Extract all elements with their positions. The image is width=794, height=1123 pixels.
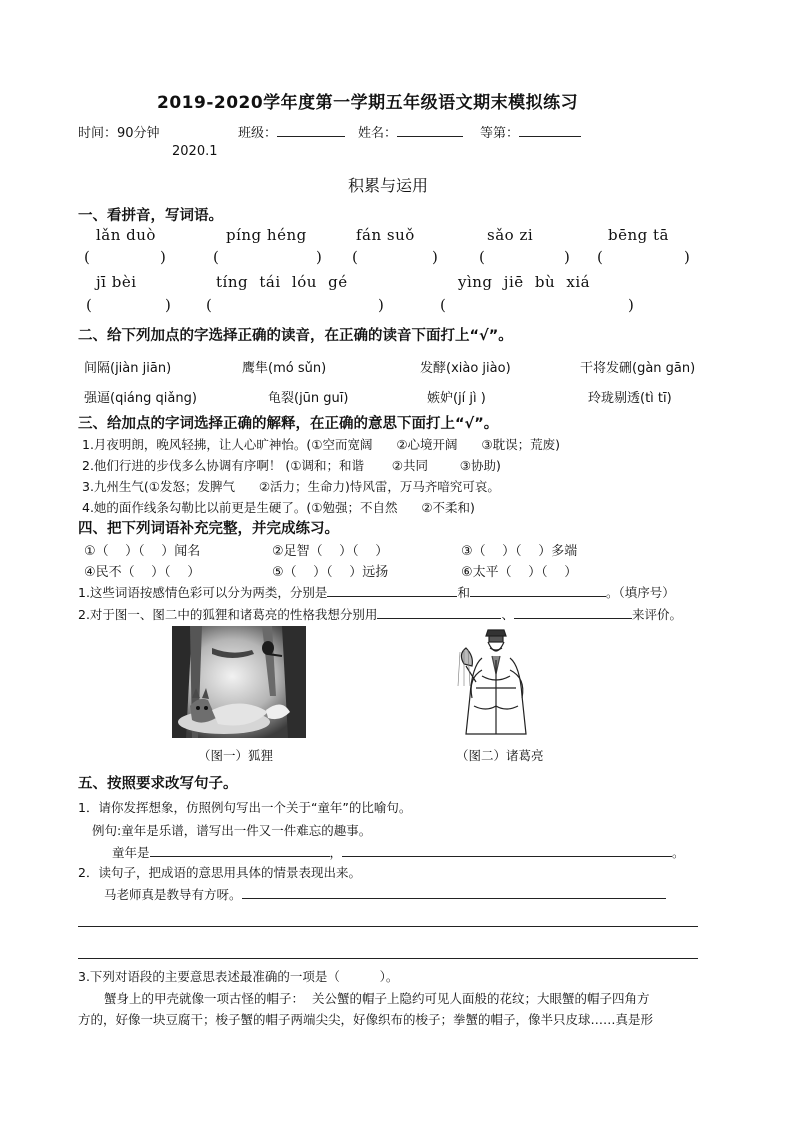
answer-box-4-close: ) (564, 248, 570, 266)
q5-heading: 五、按照要求改写句子。 (78, 776, 238, 792)
q5-answer-2-blank-3[interactable] (78, 958, 698, 959)
answer-box-7-open[interactable]: ( (206, 296, 212, 314)
pronunciation-item-2[interactable]: 鹰隼(mó sǔn) (242, 361, 327, 376)
figure-1-caption: （图一）狐狸 (198, 748, 274, 763)
q4-heading: 四、把下列词语补充完整，并完成练习。 (78, 521, 339, 537)
grade-field (480, 122, 581, 141)
answer-box-8-open[interactable]: ( (440, 296, 446, 314)
pinyin-5: bēng tā (608, 226, 669, 244)
meaning-item-3[interactable]: 3.九州生气(①发怒；发脾气 ②活力；生命力)恃风雷，万马齐喑究可哀。 (82, 479, 500, 494)
name-field (358, 122, 463, 141)
idiom-fill-5[interactable]: ⑤（ ）（ ）远扬 (272, 565, 389, 580)
idiom-fill-2[interactable]: ②足智（ ）（ ） (272, 544, 389, 559)
class-field (238, 122, 345, 141)
q5-answer-1-prefix: 童年是 (112, 845, 150, 860)
pinyin-6: jī bèi (96, 273, 137, 291)
pinyin-3: fán suǒ (356, 226, 415, 244)
answer-box-4-open[interactable]: ( (479, 248, 485, 266)
q4-sub1 (78, 582, 675, 601)
q5-item-1: 1．请你发挥想象，仿照例句写出一个关于“童年”的比喻句。 (78, 800, 412, 815)
q4-sub2-blank-1[interactable] (377, 604, 501, 619)
meaning-item-1[interactable]: 1.月夜明朗，晚风轻拂，让人心旷神怡。(①空而宽阔 ②心境开阔 ③耽误；荒废) (82, 437, 560, 452)
pinyin-8: yìng jiē bù xiá (458, 273, 591, 291)
q5-item-2: 2．读句子，把成语的意思用具体的情景表现出来。 (78, 865, 361, 880)
answer-box-6-close: ) (165, 296, 171, 314)
meaning-item-2[interactable]: 2.他们行进的步伐多么协调有序啊！ (①调和；和谐 ②共同 ③协助) (82, 458, 501, 473)
time-label: 时间：90分钟 (78, 126, 160, 141)
q5-sentence-text: 马老师真是教导有方呀。 (104, 887, 242, 902)
idiom-fill-4[interactable]: ④民不（ ）（ ） (84, 565, 201, 580)
passage-line-1: 蟹身上的甲壳就像一项古怪的帽子： 关公蟹的帽子上隐约可见人面般的花纹；大眼蟹的帽子四角方 (104, 991, 650, 1006)
answer-box-6-open[interactable]: ( (86, 296, 92, 314)
idiom-fill-3[interactable]: ③（ ）（ ）多端 (461, 544, 578, 559)
q5-example: 例句:童年是乐谱，谱写出一件又一件难忘的趣事。 (92, 823, 372, 838)
answer-box-5-close: ) (684, 248, 690, 266)
pronunciation-item-8[interactable]: 玲珑剔透(tì tī) (588, 391, 672, 406)
pinyin-1: lǎn duò (96, 226, 156, 244)
q4-sub1-blank-2[interactable] (470, 582, 606, 597)
page-title: 2019-2020学年度第一学期五年级语文期末模拟练习 (157, 93, 579, 113)
pronunciation-item-7[interactable]: 嫉妒(jí jì ) (427, 391, 486, 406)
class-blank[interactable] (277, 122, 345, 137)
pronunciation-item-5[interactable]: 强逼(qiáng qiǎng) (84, 391, 197, 406)
q4-sub2-blank-2[interactable] (514, 604, 632, 619)
idiom-fill-1[interactable]: ①（ ）（ ）闻名 (84, 544, 201, 559)
grade-blank[interactable] (519, 122, 581, 137)
q3-heading: 三、给加点的字词选择正确的解释，在正确的意思下面打上“√”。 (78, 416, 499, 432)
class-label: 班级： (238, 126, 278, 141)
pronunciation-item-3[interactable]: 发酵(xiào jiào) (420, 361, 511, 376)
answer-box-7-close: ) (378, 296, 384, 314)
q5-item-3: 3.下列对语段的主要意思表述最准确的一项是（ ）。 (78, 969, 399, 984)
pronunciation-item-1[interactable]: 间隔(jiàn jiān) (84, 361, 172, 376)
q4-sub2 (78, 604, 682, 623)
figure-2-caption: （图二）诸葛亮 (456, 748, 544, 763)
q4-sub1-suffix: 。（填序号） (605, 585, 675, 600)
answer-box-3-open[interactable]: ( (352, 248, 358, 266)
meaning-item-4[interactable]: 4.她的面作线条勾勒比以前更是生硬了。(①勉强；不自然 ②不柔和) (82, 500, 475, 515)
q5-answer-1-blank-1[interactable] (150, 842, 330, 857)
q5-answer-1-blank-2[interactable] (342, 842, 672, 857)
grade-label: 等第： (480, 126, 520, 141)
q4-sub1-blank-1[interactable] (327, 582, 457, 597)
passage-line-2: 方的，好像一块豆腐干；梭子蟹的帽子两端尖尖，好像织布的梭子；拳蟹的帽子，像半只皮球……真是形 (78, 1012, 654, 1027)
answer-box-8-close: ) (628, 296, 634, 314)
date-label: 2020.1 (172, 144, 218, 159)
answer-box-2-close: ) (316, 248, 322, 266)
q4-sub2-prefix: 2.对于图一、图二中的狐狸和诸葛亮的性格我想分别用 (78, 607, 378, 622)
answer-box-3-close: ) (432, 248, 438, 266)
q1-heading: 一、看拼音，写词语。 (78, 208, 223, 224)
zhuge-liang-illustration (446, 626, 546, 738)
q4-sub1-prefix: 1.这些词语按感情色彩可以分为两类，分别是 (78, 585, 328, 600)
name-blank[interactable] (397, 122, 463, 137)
name-label: 姓名： (358, 126, 398, 141)
q5-sentence (104, 884, 666, 903)
answer-box-1-close: ) (160, 248, 166, 266)
pronunciation-item-4[interactable]: 干将发硎(gàn gān) (580, 361, 696, 376)
q5-answer-1 (112, 842, 685, 861)
fox-illustration (172, 626, 306, 738)
answer-box-5-open[interactable]: ( (597, 248, 603, 266)
pinyin-7: tíng tái lóu gé (216, 273, 348, 291)
part-title: 积累与运用 (348, 176, 429, 195)
q4-sub1-mid: 和 (457, 585, 470, 600)
idiom-fill-6[interactable]: ⑥太平（ ）（ ） (461, 565, 578, 580)
answer-box-1-open[interactable]: ( (84, 248, 90, 266)
q5-answer-1-mid: ， (329, 845, 343, 860)
q5-answer-2-blank-2[interactable] (78, 926, 698, 927)
pinyin-2: píng héng (226, 226, 307, 244)
pronunciation-item-6[interactable]: 龟裂(jūn guī) (268, 391, 349, 406)
pinyin-4: sǎo zi (487, 226, 534, 244)
q4-sub2-mid: 、 (501, 607, 514, 622)
q4-sub2-suffix: 来评价。 (631, 607, 682, 622)
q5-answer-1-end: 。 (672, 845, 685, 860)
answer-box-2-open[interactable]: ( (213, 248, 219, 266)
q2-heading: 二、给下列加点的字选择正确的读音，在正确的读音下面打上“√”。 (78, 328, 513, 344)
q5-answer-2-blank-1[interactable] (242, 884, 666, 899)
